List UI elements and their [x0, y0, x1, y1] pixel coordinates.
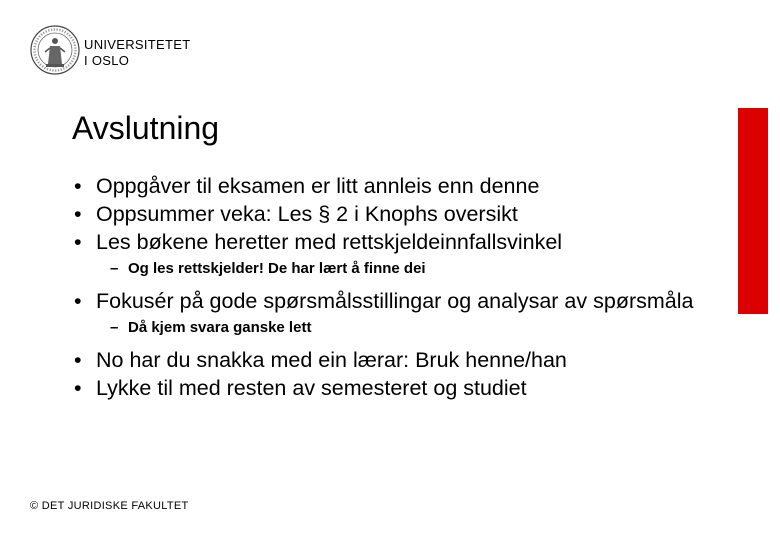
bullet-marker: • [74, 376, 82, 400]
list-item [72, 200, 732, 228]
list-item [72, 346, 732, 374]
bullet-text: Oppsummer veka: Les § 2 i Knophs oversikt [96, 202, 518, 226]
footer-copyright: © DET JURIDISKE FAKULTET [30, 500, 189, 512]
sub-list-item [72, 259, 732, 279]
dash-marker: – [110, 260, 119, 277]
bullet-text: Les bøkene heretter med rettskjeldeinnfallsvinkel [96, 230, 563, 254]
list-item [72, 374, 732, 402]
bullet-text: Oppgåver til eksamen er litt annleis enn denne [96, 174, 540, 198]
bullet-text: Lykke til med resten av semesteret og studiet [96, 376, 527, 400]
bullet-text: No har du snakka med ein lærar: Bruk henne/han [96, 348, 567, 372]
list-item [72, 228, 732, 256]
sub-list-item [72, 318, 732, 338]
university-seal-icon [30, 22, 84, 80]
bullet-marker: • [74, 289, 82, 313]
university-name-line2: I OSLO [84, 53, 130, 68]
bullet-marker: • [74, 348, 82, 372]
bullet-text: Fokusér på gode spørsmålsstillingar og analysar av spørsmåla [96, 289, 694, 313]
sub-bullet-text: Då kjem svara ganske lett [128, 319, 312, 336]
sub-bullet-text: Og les rettskjelder! De har lært å finne dei [128, 260, 426, 277]
accent-bar [738, 108, 768, 314]
bullet-marker: • [74, 202, 82, 226]
slide-title: Avslutning [72, 110, 220, 146]
list-item [72, 287, 732, 315]
university-name-line1: UNIVERSITETET [84, 37, 191, 52]
bullet-marker: • [74, 230, 82, 254]
dash-marker: – [110, 319, 119, 336]
university-name [84, 37, 190, 69]
bullet-marker: • [74, 174, 82, 198]
list-item [72, 172, 732, 200]
bullet-list [72, 172, 732, 402]
